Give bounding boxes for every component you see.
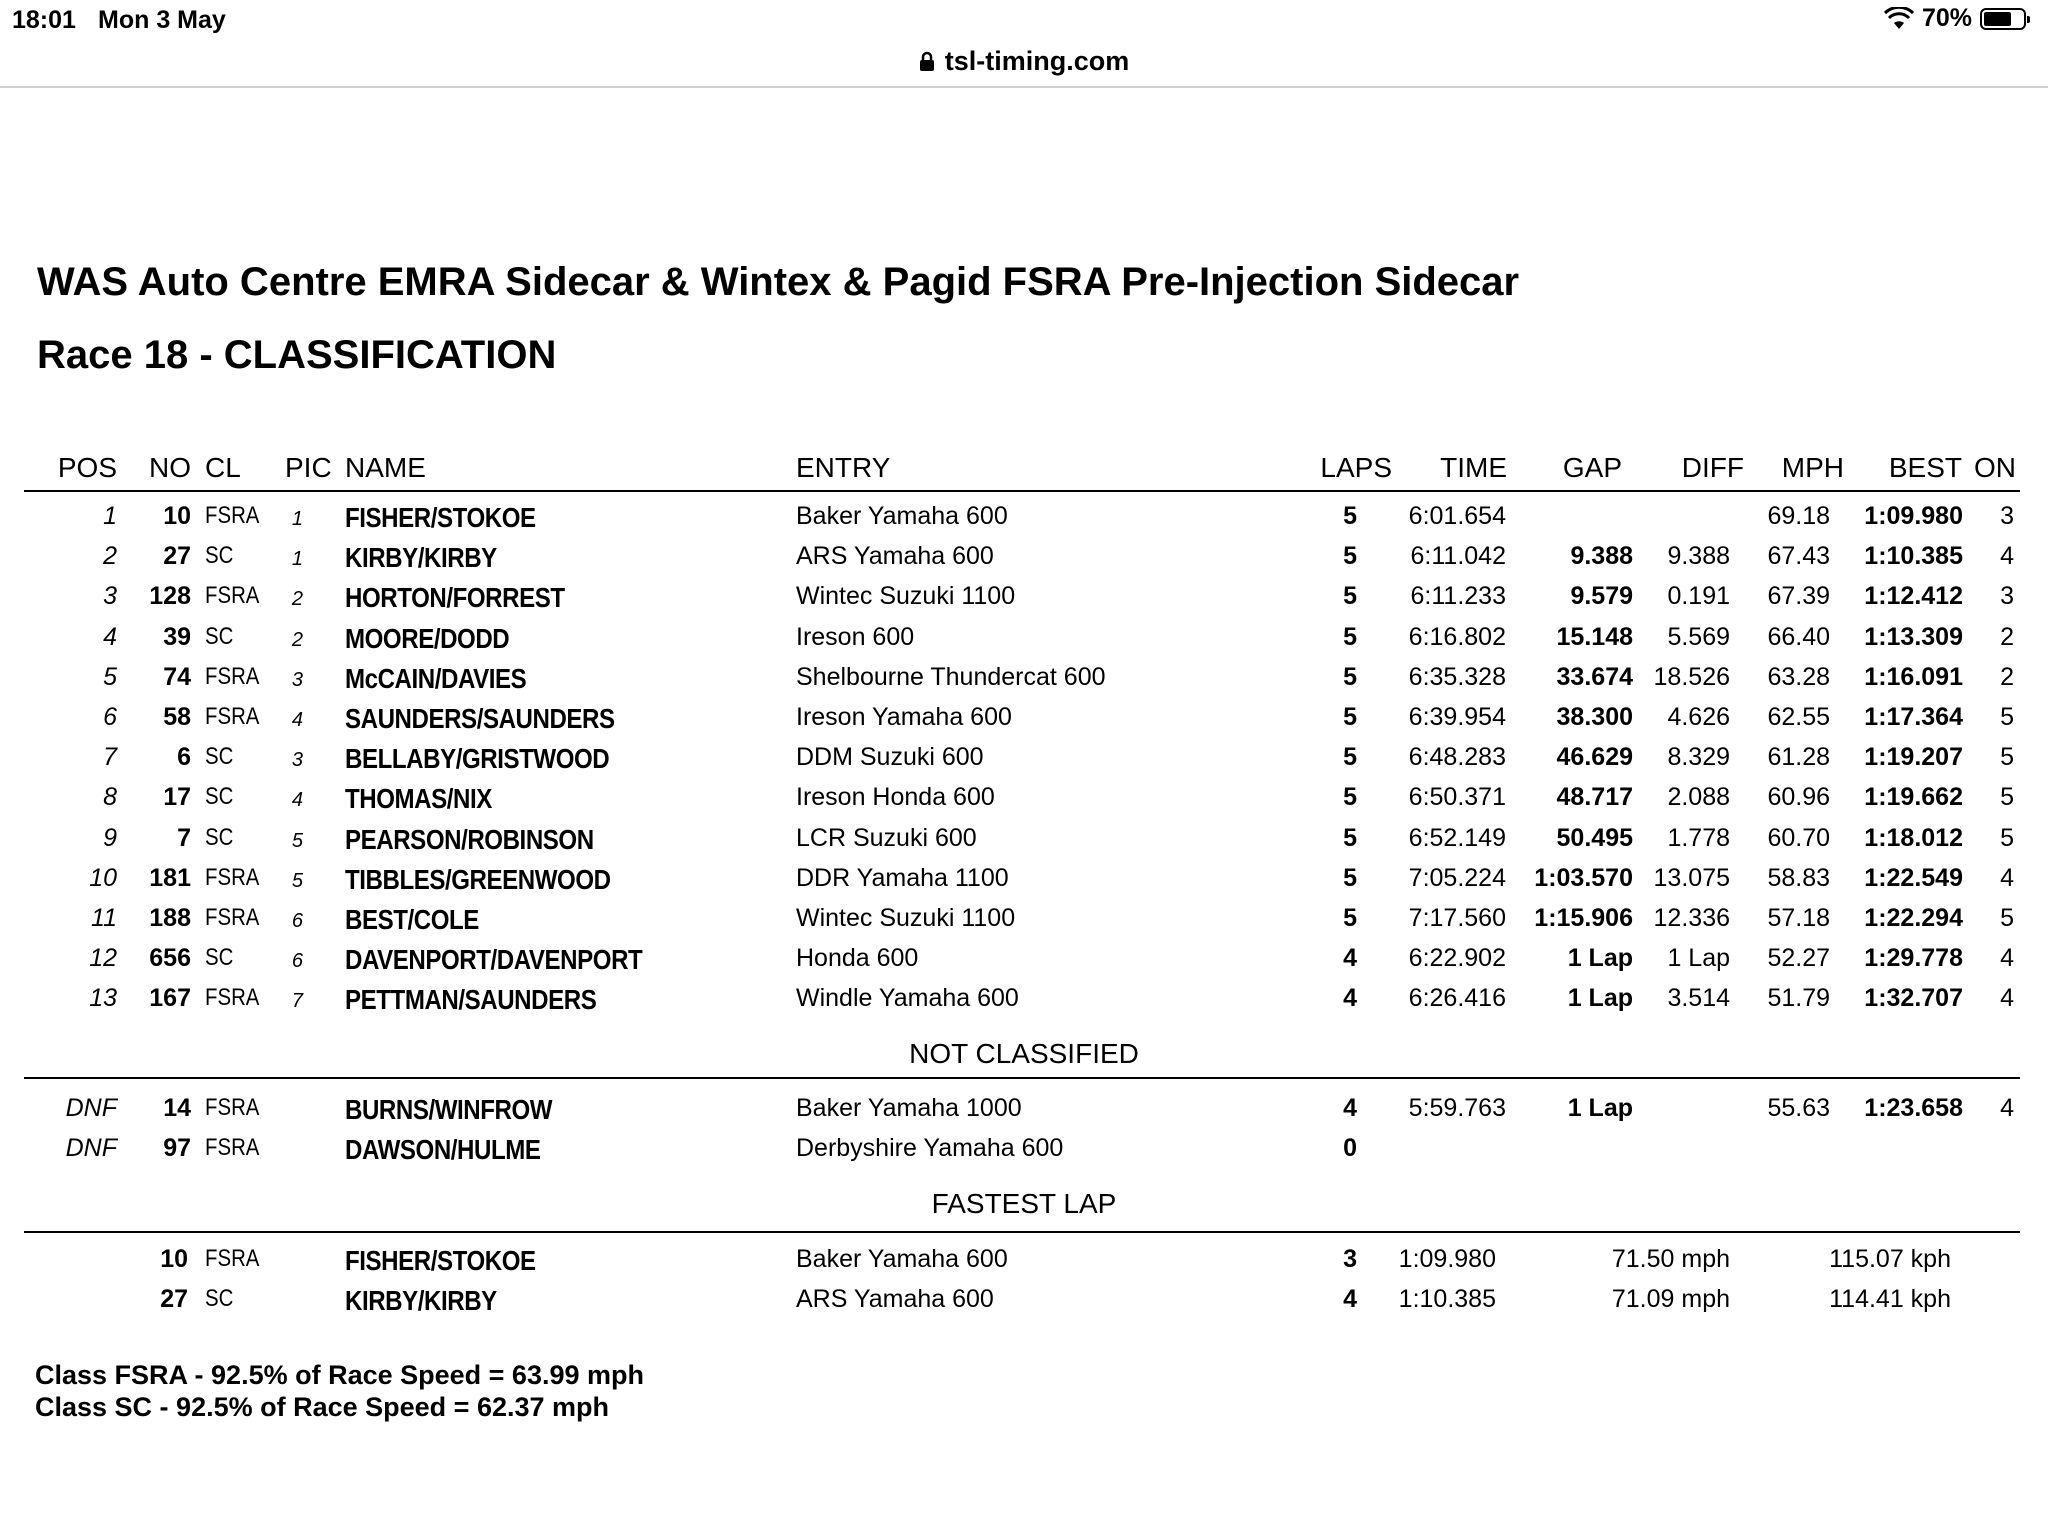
- cell-mph: 67.43: [1767, 542, 1830, 571]
- cell-time: 6:48.283: [1408, 743, 1506, 772]
- cell-class: FSRA: [205, 662, 260, 690]
- cell-diff: 13.075: [1653, 863, 1730, 892]
- cell-pic: 2: [291, 628, 303, 651]
- status-date: Mon 3 May: [98, 6, 226, 34]
- cell-on: 4: [2000, 984, 2014, 1013]
- header-diff: DIFF: [1681, 452, 1744, 483]
- result-row: [24, 582, 2020, 622]
- cell-pic: 4: [291, 789, 303, 812]
- cell-no: 17: [163, 783, 191, 812]
- cell-no: 10: [163, 502, 191, 530]
- cell-gap: 50.495: [1556, 823, 1633, 852]
- cell-diff: 3.514: [1667, 984, 1730, 1013]
- cell-name: HORTON/FORREST: [345, 582, 565, 614]
- cell-entry: Wintec Suzuki 1100: [796, 904, 1016, 932]
- header-rule: [24, 490, 2020, 492]
- cell-best: 1:29.778: [1864, 944, 1963, 973]
- result-row: [24, 904, 2020, 944]
- cell-laps: 4: [1343, 984, 1357, 1013]
- cell-gap: 9.388: [1570, 542, 1633, 571]
- cell-class: SC: [205, 542, 234, 570]
- status-time: 18:01: [12, 6, 76, 34]
- cell-class: SC: [205, 622, 234, 650]
- cell-kph: 114.41 kph: [1829, 1285, 1951, 1313]
- cell-gap: 1 Lap: [1567, 984, 1633, 1013]
- cell-best: 1:16.091: [1864, 662, 1963, 691]
- cell-gap: 1:15.906: [1534, 904, 1633, 932]
- cell-pic: 5: [291, 829, 303, 852]
- cell-entry: Baker Yamaha 600: [796, 502, 1008, 530]
- header-cl: CL: [205, 452, 241, 483]
- cell-gap: 15.148: [1556, 622, 1633, 651]
- cell-time: 6:50.371: [1408, 783, 1506, 812]
- cell-no: 27: [163, 542, 191, 571]
- cell-diff: 1.778: [1667, 823, 1730, 852]
- cell-name: MOORE/DODD: [345, 622, 510, 654]
- cell-entry: Windle Yamaha 600: [796, 984, 1019, 1013]
- cell-gap: 9.579: [1570, 582, 1633, 611]
- cell-on: 4: [2000, 863, 2014, 892]
- cell-pos: 3: [103, 582, 117, 611]
- cell-pos: DNF: [65, 1094, 117, 1122]
- cell-kph: 115.07 kph: [1829, 1245, 1951, 1273]
- cell-entry: ARS Yamaha 600: [796, 1285, 994, 1313]
- not-classified-row: [24, 1134, 2020, 1174]
- cell-no: 181: [149, 863, 191, 892]
- header-entry: ENTRY: [796, 452, 891, 483]
- cell-diff: 2.088: [1667, 783, 1730, 812]
- fastest-lap-rule: [24, 1231, 2020, 1233]
- wifi-icon: [1884, 7, 1914, 31]
- cell-pic: 5: [291, 869, 303, 892]
- cell-time: 7:05.224: [1408, 863, 1506, 892]
- cell-gap: 33.674: [1556, 662, 1633, 691]
- result-row: [24, 743, 2020, 783]
- cell-mph: 51.79: [1767, 984, 1830, 1013]
- result-row: [24, 663, 2020, 703]
- cell-name: FISHER/STOKOE: [345, 1245, 536, 1276]
- cell-best: 1:17.364: [1864, 703, 1963, 731]
- cell-diff: 8.329: [1667, 743, 1730, 772]
- cell-name: PETTMAN/SAUNDERS: [345, 984, 597, 1016]
- cell-no: 14: [163, 1094, 191, 1122]
- cell-no: 6: [177, 743, 191, 772]
- cell-entry: DDM Suzuki 600: [796, 743, 984, 772]
- result-row: [24, 623, 2020, 663]
- cell-best: 1:09.980: [1864, 502, 1963, 530]
- result-row: [24, 824, 2020, 864]
- cell-on: 4: [2000, 542, 2014, 571]
- cell-pos: 5: [103, 662, 117, 691]
- cell-pic: 3: [291, 749, 303, 772]
- cell-name: FISHER/STOKOE: [345, 502, 536, 533]
- cell-name: BURNS/WINFROW: [345, 1094, 553, 1125]
- cell-class: SC: [205, 783, 234, 811]
- cell-no: 10: [160, 1245, 188, 1273]
- cell-class: FSRA: [205, 502, 260, 529]
- cell-time: 7:17.560: [1408, 904, 1506, 932]
- header-laps: LAPS: [1320, 452, 1392, 483]
- cell-laps: 5: [1343, 582, 1357, 611]
- cell-mph: 63.28: [1767, 662, 1830, 691]
- cell-class: FSRA: [205, 1094, 260, 1121]
- cell-entry: Honda 600: [796, 944, 919, 973]
- cell-best: 1:18.012: [1864, 823, 1963, 852]
- cell-laps: 5: [1343, 662, 1357, 691]
- result-row: [24, 502, 2020, 542]
- cell-name: SAUNDERS/SAUNDERS: [345, 703, 615, 734]
- cell-laps: 5: [1343, 703, 1357, 731]
- cell-class: FSRA: [205, 863, 260, 891]
- cell-laps: 5: [1343, 743, 1357, 772]
- not-classified-row: [24, 1094, 2020, 1134]
- cell-mph: 66.40: [1767, 622, 1830, 651]
- cell-mph: 71.50 mph: [1611, 1245, 1730, 1273]
- cell-pos: 6: [103, 703, 117, 731]
- cell-laps: 5: [1343, 823, 1357, 852]
- class-note-fsra: Class FSRA - 92.5% of Race Speed = 63.99 mph: [35, 1360, 644, 1390]
- cell-mph: 71.09 mph: [1611, 1285, 1730, 1313]
- cell-pic: 7: [291, 990, 303, 1013]
- cell-name: DAWSON/HULME: [345, 1134, 541, 1165]
- cell-best: 1:19.207: [1864, 743, 1963, 772]
- cell-class: FSRA: [205, 1134, 260, 1161]
- cell-mph: 62.55: [1767, 703, 1830, 731]
- cell-time: 6:11.042: [1410, 542, 1506, 571]
- header-pos: POS: [57, 452, 117, 483]
- cell-best: 1:32.707: [1864, 984, 1963, 1013]
- cell-diff: 12.336: [1653, 904, 1730, 932]
- cell-mph: 69.18: [1767, 502, 1830, 530]
- table-header: [24, 452, 2020, 492]
- cell-entry: Ireson Honda 600: [796, 783, 995, 812]
- cell-class: SC: [205, 1285, 234, 1312]
- browser-divider: [0, 86, 2048, 88]
- cell-no: 167: [149, 984, 191, 1013]
- cell-gap: 46.629: [1556, 743, 1633, 772]
- cell-entry: Wintec Suzuki 1100: [796, 582, 1016, 611]
- cell-mph: 55.63: [1767, 1094, 1830, 1122]
- cell-pic: 6: [291, 950, 303, 973]
- cell-best: 1:13.309: [1864, 622, 1963, 651]
- cell-no: 27: [160, 1285, 188, 1313]
- cell-pos: 11: [91, 904, 117, 932]
- cell-on: 5: [2000, 823, 2014, 852]
- cell-mph: 52.27: [1767, 944, 1830, 973]
- result-row: [24, 703, 2020, 743]
- cell-mph: 57.18: [1767, 904, 1830, 932]
- cell-no: 656: [149, 944, 191, 973]
- cell-best: 1:23.658: [1864, 1094, 1963, 1122]
- result-row: [24, 783, 2020, 823]
- battery-percent: 70%: [1921, 4, 1972, 32]
- cell-time: 6:16.802: [1408, 622, 1506, 651]
- cell-on: 5: [2000, 703, 2014, 731]
- url-text: tsl-timing.com: [944, 45, 1130, 76]
- cell-pos: 12: [89, 944, 117, 973]
- cell-pos: 10: [89, 863, 117, 892]
- cell-diff: 0.191: [1667, 582, 1730, 611]
- cell-best: 1:22.549: [1864, 863, 1963, 892]
- cell-class: FSRA: [205, 703, 260, 730]
- cell-lap: 4: [1343, 1285, 1357, 1313]
- cell-laps: 4: [1343, 1094, 1357, 1122]
- cell-gap: 38.300: [1556, 703, 1633, 731]
- cell-entry: Derbyshire Yamaha 600: [796, 1134, 1064, 1162]
- cell-name: BEST/COLE: [345, 904, 479, 935]
- cell-mph: 60.70: [1767, 823, 1830, 852]
- cell-diff: 18.526: [1653, 662, 1730, 691]
- cell-on: 2: [2000, 622, 2014, 651]
- cell-pos: 9: [103, 823, 117, 852]
- cell-name: KIRBY/KIRBY: [345, 542, 497, 574]
- cell-time: 6:01.654: [1408, 502, 1506, 530]
- cell-gap: 1 Lap: [1567, 944, 1633, 973]
- cell-no: 74: [163, 662, 191, 691]
- cell-on: 3: [2000, 502, 2014, 530]
- cell-time: 1:10.385: [1398, 1285, 1496, 1313]
- cell-pic: 4: [291, 709, 303, 731]
- cell-class: FSRA: [205, 1245, 260, 1272]
- event-title: WAS Auto Centre EMRA Sidecar & Wintex & Pagid FSRA Pre-Injection Sidecar: [37, 260, 1520, 304]
- cell-time: 6:52.149: [1408, 823, 1506, 852]
- cell-class: FSRA: [205, 582, 260, 610]
- cell-no: 58: [163, 703, 191, 731]
- cell-time: 6:35.328: [1408, 662, 1506, 691]
- cell-on: 5: [2000, 743, 2014, 772]
- cell-best: 1:10.385: [1864, 542, 1963, 571]
- not-classified-heading: NOT CLASSIFIED: [909, 1038, 1139, 1069]
- cell-pic: 6: [291, 910, 303, 932]
- battery-icon: [1980, 8, 2026, 30]
- cell-pic: 1: [291, 508, 303, 530]
- cell-gap: 48.717: [1556, 783, 1633, 812]
- cell-name: BELLABY/GRISTWOOD: [345, 743, 610, 775]
- cell-pos: DNF: [65, 1134, 117, 1162]
- cell-laps: 5: [1343, 863, 1357, 892]
- cell-mph: 61.28: [1767, 743, 1830, 772]
- cell-mph: 58.83: [1767, 863, 1830, 892]
- result-row: [24, 944, 2020, 984]
- cell-no: 128: [149, 582, 191, 611]
- cell-mph: 60.96: [1767, 783, 1830, 812]
- result-row: [24, 864, 2020, 904]
- status-bar: [0, 0, 2048, 40]
- cell-no: 7: [177, 823, 191, 852]
- cell-no: 188: [149, 904, 191, 932]
- cell-name: PEARSON/ROBINSON: [345, 823, 594, 855]
- cell-laps: 5: [1343, 783, 1357, 812]
- cell-diff: 9.388: [1667, 542, 1730, 571]
- cell-class: SC: [205, 823, 234, 851]
- cell-time: 1:09.980: [1398, 1245, 1496, 1273]
- cell-class: SC: [205, 743, 234, 771]
- cell-best: 1:12.412: [1864, 582, 1963, 611]
- cell-pic: 3: [291, 668, 303, 691]
- cell-time: 6:26.416: [1408, 984, 1506, 1013]
- cell-pos: 2: [103, 542, 117, 571]
- cell-entry: Baker Yamaha 600: [796, 1245, 1008, 1273]
- cell-pos: 7: [103, 743, 117, 772]
- cell-diff: 1 Lap: [1667, 944, 1730, 973]
- cell-time: 6:39.954: [1408, 703, 1506, 731]
- cell-lap: 3: [1343, 1245, 1357, 1273]
- header-time: TIME: [1440, 452, 1507, 483]
- cell-best: 1:19.662: [1864, 783, 1963, 812]
- cell-best: 1:22.294: [1864, 904, 1963, 932]
- cell-time: 6:22.902: [1408, 944, 1506, 973]
- class-note-sc: Class SC - 92.5% of Race Speed = 62.37 mph: [35, 1392, 610, 1422]
- cell-pic: 2: [291, 588, 303, 611]
- result-row: [24, 542, 2020, 582]
- cell-diff: 4.626: [1667, 703, 1730, 731]
- cell-name: THOMAS/NIX: [345, 783, 492, 815]
- cell-laps: 0: [1343, 1134, 1357, 1162]
- cell-name: KIRBY/KIRBY: [345, 1285, 497, 1316]
- result-row: [24, 984, 2020, 1024]
- cell-pic: 1: [291, 548, 303, 571]
- cell-pos: 8: [103, 783, 117, 812]
- cell-on: 4: [2000, 944, 2014, 973]
- cell-gap: 1:03.570: [1534, 863, 1633, 892]
- cell-class: SC: [205, 944, 234, 972]
- fastest-lap-row: [24, 1285, 2020, 1325]
- cell-pos: 1: [103, 502, 117, 530]
- cell-entry: LCR Suzuki 600: [796, 823, 977, 852]
- cell-entry: DDR Yamaha 1100: [796, 863, 1009, 892]
- cell-name: McCAIN/DAVIES: [345, 662, 527, 694]
- header-mph: MPH: [1781, 452, 1844, 483]
- cell-pos: 4: [103, 622, 117, 651]
- header-best: BEST: [1888, 452, 1962, 483]
- cell-laps: 5: [1343, 904, 1357, 932]
- cell-entry: Ireson 600: [796, 622, 915, 651]
- cell-on: 4: [2000, 1094, 2014, 1122]
- header-gap: GAP: [1562, 452, 1622, 483]
- cell-class: FSRA: [205, 984, 260, 1012]
- cell-entry: ARS Yamaha 600: [796, 542, 994, 571]
- cell-entry: Ireson Yamaha 600: [796, 703, 1012, 731]
- cell-time: 6:11.233: [1410, 582, 1506, 611]
- cell-no: 39: [163, 622, 191, 651]
- cell-laps: 5: [1343, 622, 1357, 651]
- cell-time: 5:59.763: [1408, 1094, 1506, 1122]
- cell-on: 2: [2000, 662, 2014, 691]
- cell-entry: Shelbourne Thundercat 600: [796, 662, 1106, 691]
- cell-on: 3: [2000, 582, 2014, 611]
- fastest-lap-heading: FASTEST LAP: [931, 1188, 1117, 1219]
- cell-on: 5: [2000, 783, 2014, 812]
- address-bar[interactable]: [0, 38, 2048, 84]
- race-title: Race 18 - CLASSIFICATION: [37, 333, 557, 377]
- cell-diff: 5.569: [1667, 622, 1730, 651]
- status-indicators: [1884, 4, 2026, 33]
- cell-no: 97: [163, 1134, 191, 1162]
- battery-level: [1984, 12, 2011, 26]
- cell-laps: 4: [1343, 944, 1357, 973]
- cell-class: FSRA: [205, 904, 260, 931]
- header-on: ON: [1974, 452, 2016, 483]
- cell-name: DAVENPORT/DAVENPORT: [345, 944, 643, 976]
- not-classified-rule: [24, 1077, 2020, 1079]
- cell-name: TIBBLES/GREENWOOD: [345, 863, 611, 895]
- cell-laps: 5: [1343, 502, 1357, 530]
- cell-entry: Baker Yamaha 1000: [796, 1094, 1022, 1122]
- lock-icon: [919, 51, 935, 71]
- header-name: NAME: [345, 452, 426, 483]
- header-pic: PIC: [285, 452, 332, 483]
- cell-mph: 67.39: [1767, 582, 1830, 611]
- header-no: NO: [149, 452, 191, 483]
- fastest-lap-row: [24, 1245, 2020, 1285]
- cell-gap: 1 Lap: [1567, 1094, 1633, 1122]
- cell-pos: 13: [89, 984, 117, 1013]
- cell-laps: 5: [1343, 542, 1357, 571]
- cell-on: 5: [2000, 904, 2014, 932]
